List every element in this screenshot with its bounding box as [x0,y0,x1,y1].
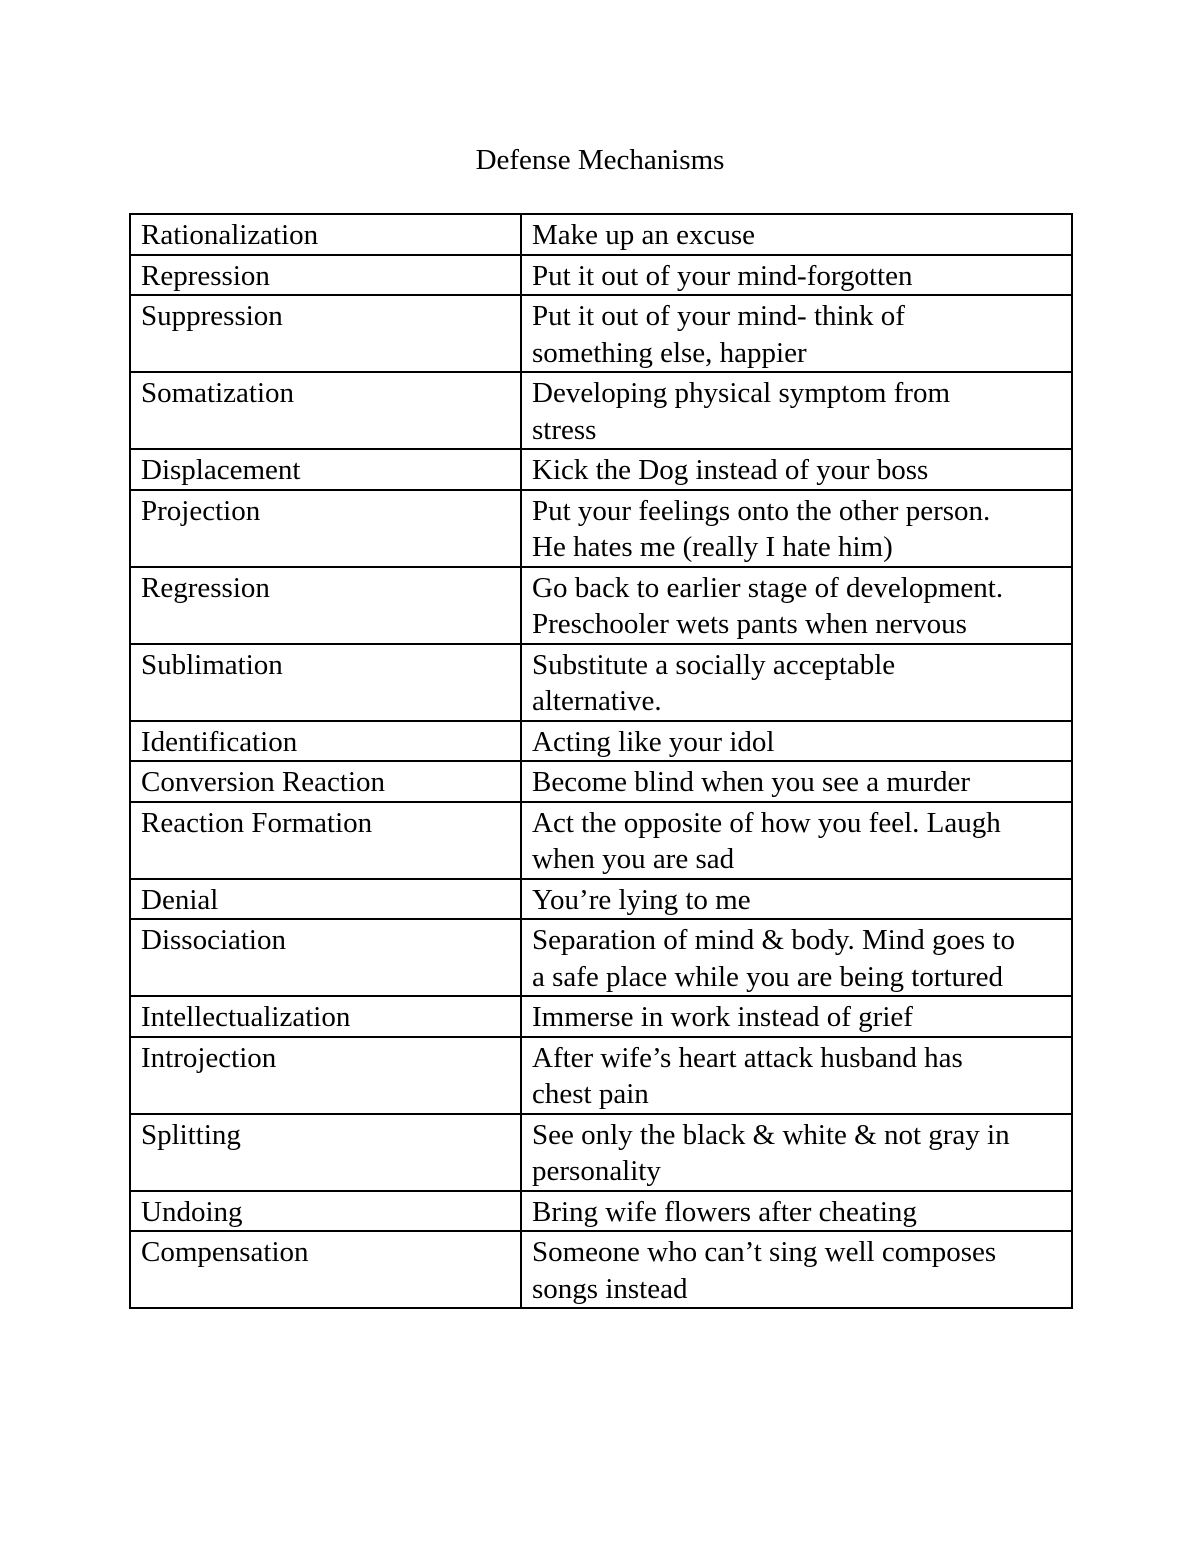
table-row [130,919,1072,996]
description-cell: Become blind when you see a murder [521,761,1072,802]
table-row [130,996,1072,1037]
term-cell: Sublimation [130,644,521,721]
term-cell: Identification [130,721,521,762]
table-row [130,490,1072,567]
table-row [130,214,1072,255]
page-title: Defense Mechanisms [475,144,725,176]
table-row [130,721,1072,762]
description-cell: Developing physical symptom from stress [521,372,1072,449]
description-cell: Make up an excuse [521,214,1072,255]
defense-mechanisms-table [129,213,1073,1309]
table-row [130,1037,1072,1114]
description-cell: After wife’s heart attack husband has chest pain [521,1037,1072,1114]
table-row [130,449,1072,490]
description-cell: Act the opposite of how you feel. Laugh when you are sad [521,802,1072,879]
description-cell: You’re lying to me [521,879,1072,920]
description-cell: Someone who can’t sing well composes songs instead [521,1231,1072,1308]
description-cell: Separation of mind & body. Mind goes to a safe place while you are being tortured [521,919,1072,996]
table-row [130,879,1072,920]
term-cell: Displacement [130,449,521,490]
table-row [130,1231,1072,1308]
term-cell: Rationalization [130,214,521,255]
description-cell: Go back to earlier stage of development. Preschooler wets pants when nervous [521,567,1072,644]
term-cell: Somatization [130,372,521,449]
description-cell: Put it out of your mind-forgotten [521,255,1072,296]
table-row [130,255,1072,296]
table-row [130,802,1072,879]
description-cell: See only the black & white & not gray in personality [521,1114,1072,1191]
description-cell: Put it out of your mind- think of something else, happier [521,295,1072,372]
description-cell: Put your feelings onto the other person. He hates me (really I hate him) [521,490,1072,567]
table-row [130,1114,1072,1191]
description-cell: Acting like your idol [521,721,1072,762]
table-row [130,567,1072,644]
term-cell: Undoing [130,1191,521,1232]
table-row [130,1191,1072,1232]
term-cell: Suppression [130,295,521,372]
term-cell: Reaction Formation [130,802,521,879]
description-cell: Substitute a socially acceptable alternative. [521,644,1072,721]
term-cell: Compensation [130,1231,521,1308]
table-row [130,295,1072,372]
term-cell: Dissociation [130,919,521,996]
term-cell: Conversion Reaction [130,761,521,802]
term-cell: Projection [130,490,521,567]
description-cell: Kick the Dog instead of your boss [521,449,1072,490]
term-cell: Regression [130,567,521,644]
term-cell: Introjection [130,1037,521,1114]
term-cell: Denial [130,879,521,920]
table-row [130,644,1072,721]
description-cell: Bring wife flowers after cheating [521,1191,1072,1232]
table-row [130,761,1072,802]
term-cell: Repression [130,255,521,296]
table-row [130,372,1072,449]
term-cell: Intellectualization [130,996,521,1037]
description-cell: Immerse in work instead of grief [521,996,1072,1037]
term-cell: Splitting [130,1114,521,1191]
